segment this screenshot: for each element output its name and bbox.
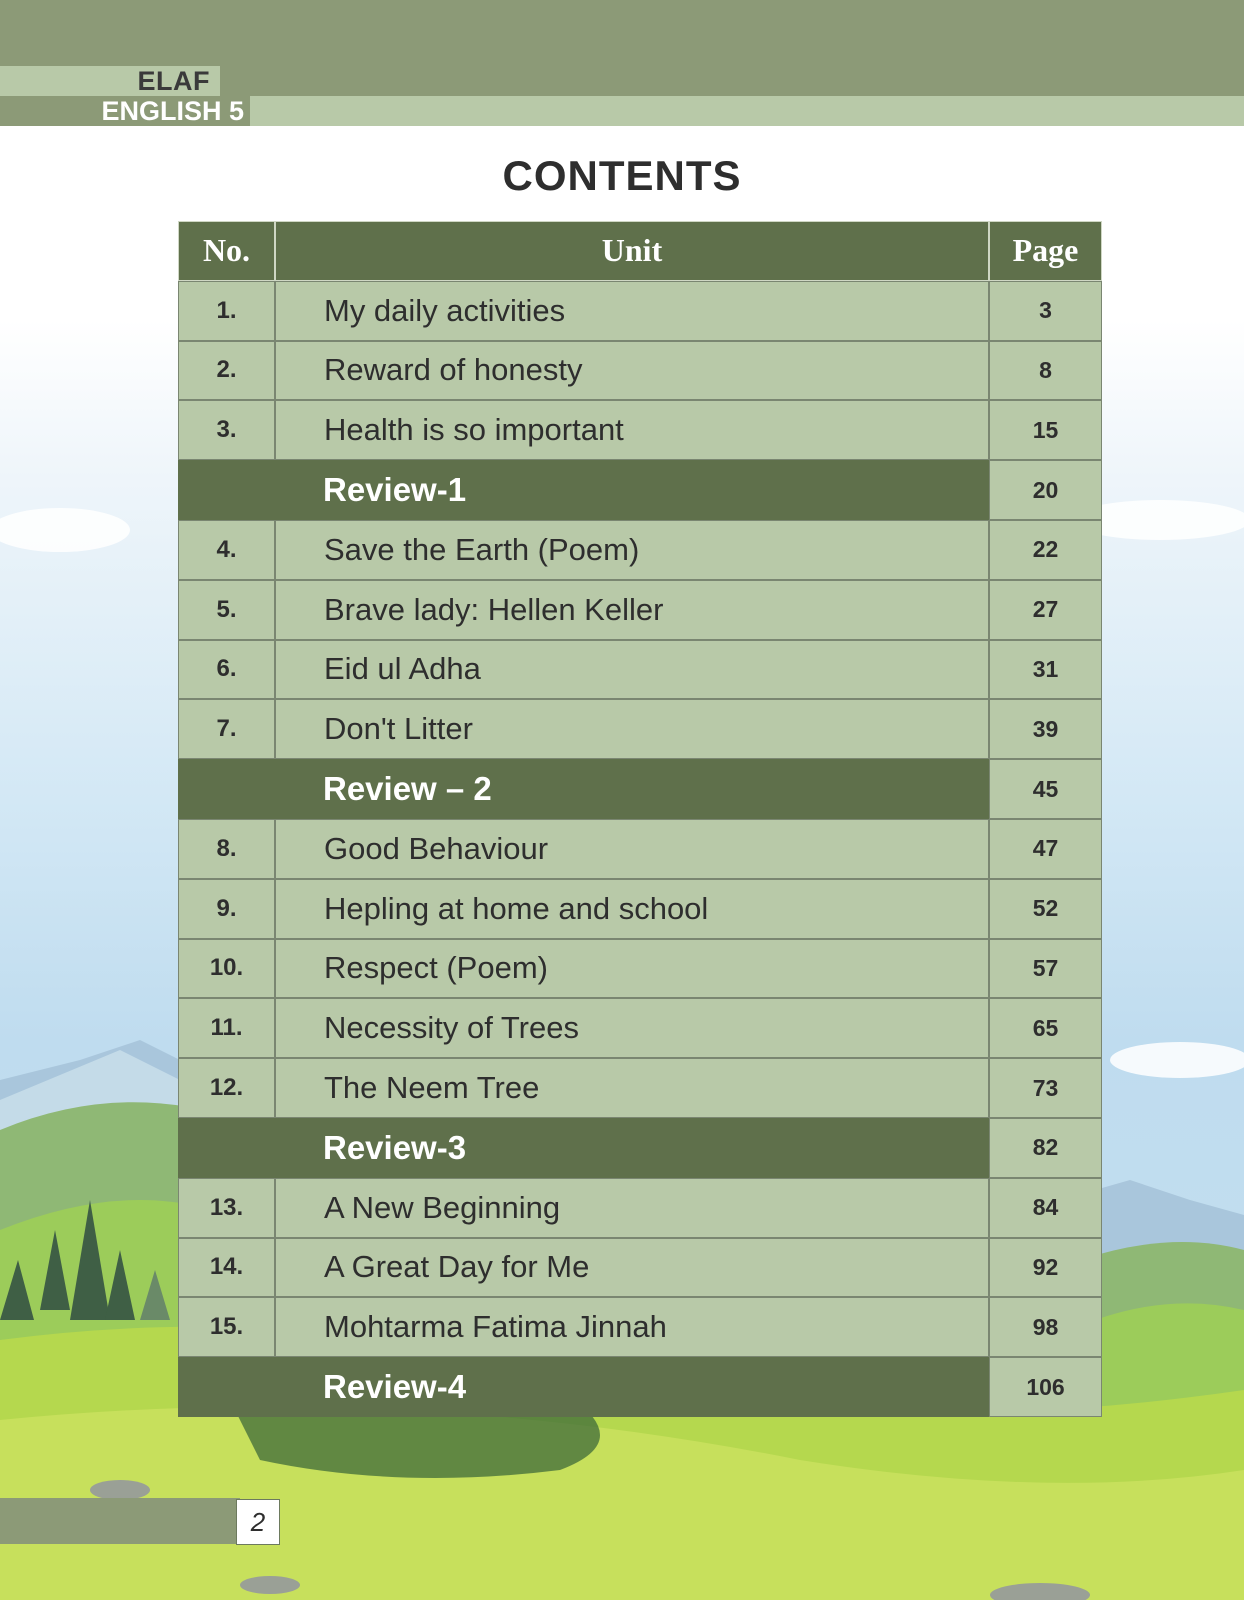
row-unit-title: A Great Day for Me: [275, 1238, 989, 1298]
row-unit-title: My daily activities: [275, 281, 989, 341]
row-unit-title: Brave lady: Hellen Keller: [275, 580, 989, 640]
table-row[interactable]: [178, 879, 1102, 939]
row-number: [178, 1357, 275, 1417]
book-title: ENGLISH 5: [101, 96, 244, 126]
row-unit-title: Don't Litter: [275, 699, 989, 759]
table-row[interactable]: [178, 580, 1102, 640]
row-page-number: 106: [989, 1357, 1102, 1417]
footer-bar: [0, 1498, 240, 1544]
row-number: 1.: [178, 281, 275, 341]
row-page-number: 84: [989, 1178, 1102, 1238]
row-page-number: 45: [989, 759, 1102, 819]
row-unit-title: Save the Earth (Poem): [275, 520, 989, 580]
table-header-row: [178, 221, 1102, 281]
row-unit-title: Review-3: [275, 1118, 989, 1178]
header-no: No.: [178, 221, 275, 281]
header-page: Page: [989, 221, 1102, 281]
row-number: [178, 759, 275, 819]
row-unit-title: Reward of honesty: [275, 341, 989, 401]
row-number: 8.: [178, 819, 275, 879]
row-number: 2.: [178, 341, 275, 401]
table-row[interactable]: [178, 998, 1102, 1058]
row-unit-title: Mohtarma Fatima Jinnah: [275, 1297, 989, 1357]
row-unit-title: Good Behaviour: [275, 819, 989, 879]
table-row[interactable]: [178, 341, 1102, 401]
header-unit: Unit: [275, 221, 989, 281]
page-title: CONTENTS: [502, 152, 742, 199]
row-number: 3.: [178, 400, 275, 460]
row-page-number: 8: [989, 341, 1102, 401]
row-number: 7.: [178, 699, 275, 759]
row-number: 11.: [178, 998, 275, 1058]
table-row[interactable]: [178, 640, 1102, 700]
table-row[interactable]: [178, 281, 1102, 341]
row-number: 10.: [178, 939, 275, 999]
row-unit-title: Necessity of Trees: [275, 998, 989, 1058]
table-body: [178, 281, 1102, 1417]
table-row[interactable]: [178, 699, 1102, 759]
review-row[interactable]: [178, 759, 1102, 819]
row-page-number: 27: [989, 580, 1102, 640]
table-row[interactable]: [178, 1058, 1102, 1118]
row-number: 13.: [178, 1178, 275, 1238]
row-number: 14.: [178, 1238, 275, 1298]
row-number: [178, 1118, 275, 1178]
row-number: 12.: [178, 1058, 275, 1118]
row-page-number: 52: [989, 879, 1102, 939]
row-number: 4.: [178, 520, 275, 580]
row-page-number: 47: [989, 819, 1102, 879]
table-row[interactable]: [178, 1238, 1102, 1298]
row-unit-title: A New Beginning: [275, 1178, 989, 1238]
row-page-number: 92: [989, 1238, 1102, 1298]
table-row[interactable]: [178, 520, 1102, 580]
row-unit-title: Hepling at home and school: [275, 879, 989, 939]
row-unit-title: Review – 2: [275, 759, 989, 819]
review-row[interactable]: [178, 1357, 1102, 1417]
review-row[interactable]: [178, 1118, 1102, 1178]
row-unit-title: Respect (Poem): [275, 939, 989, 999]
row-page-number: 22: [989, 520, 1102, 580]
row-page-number: 20: [989, 460, 1102, 520]
row-number: 6.: [178, 640, 275, 700]
row-page-number: 15: [989, 400, 1102, 460]
table-row[interactable]: [178, 400, 1102, 460]
row-unit-title: Review-4: [275, 1357, 989, 1417]
table-row[interactable]: [178, 1297, 1102, 1357]
row-page-number: 98: [989, 1297, 1102, 1357]
row-number: 9.: [178, 879, 275, 939]
row-unit-title: Review-1: [275, 460, 989, 520]
book-tab: [0, 96, 250, 126]
table-row[interactable]: [178, 819, 1102, 879]
review-row[interactable]: [178, 460, 1102, 520]
row-number: 15.: [178, 1297, 275, 1357]
table-row[interactable]: [178, 1178, 1102, 1238]
row-unit-title: The Neem Tree: [275, 1058, 989, 1118]
row-page-number: 65: [989, 998, 1102, 1058]
row-page-number: 73: [989, 1058, 1102, 1118]
row-page-number: 57: [989, 939, 1102, 999]
row-unit-title: Eid ul Adha: [275, 640, 989, 700]
row-number: 5.: [178, 580, 275, 640]
row-page-number: 39: [989, 699, 1102, 759]
table-row[interactable]: [178, 939, 1102, 999]
brand-tab: [0, 66, 220, 96]
brand-name: ELAF: [137, 66, 210, 96]
row-number: [178, 460, 275, 520]
row-page-number: 82: [989, 1118, 1102, 1178]
row-unit-title: Health is so important: [275, 400, 989, 460]
row-page-number: 31: [989, 640, 1102, 700]
contents-table: [178, 221, 1102, 1417]
page-number: 2: [236, 1499, 280, 1545]
row-page-number: 3: [989, 281, 1102, 341]
